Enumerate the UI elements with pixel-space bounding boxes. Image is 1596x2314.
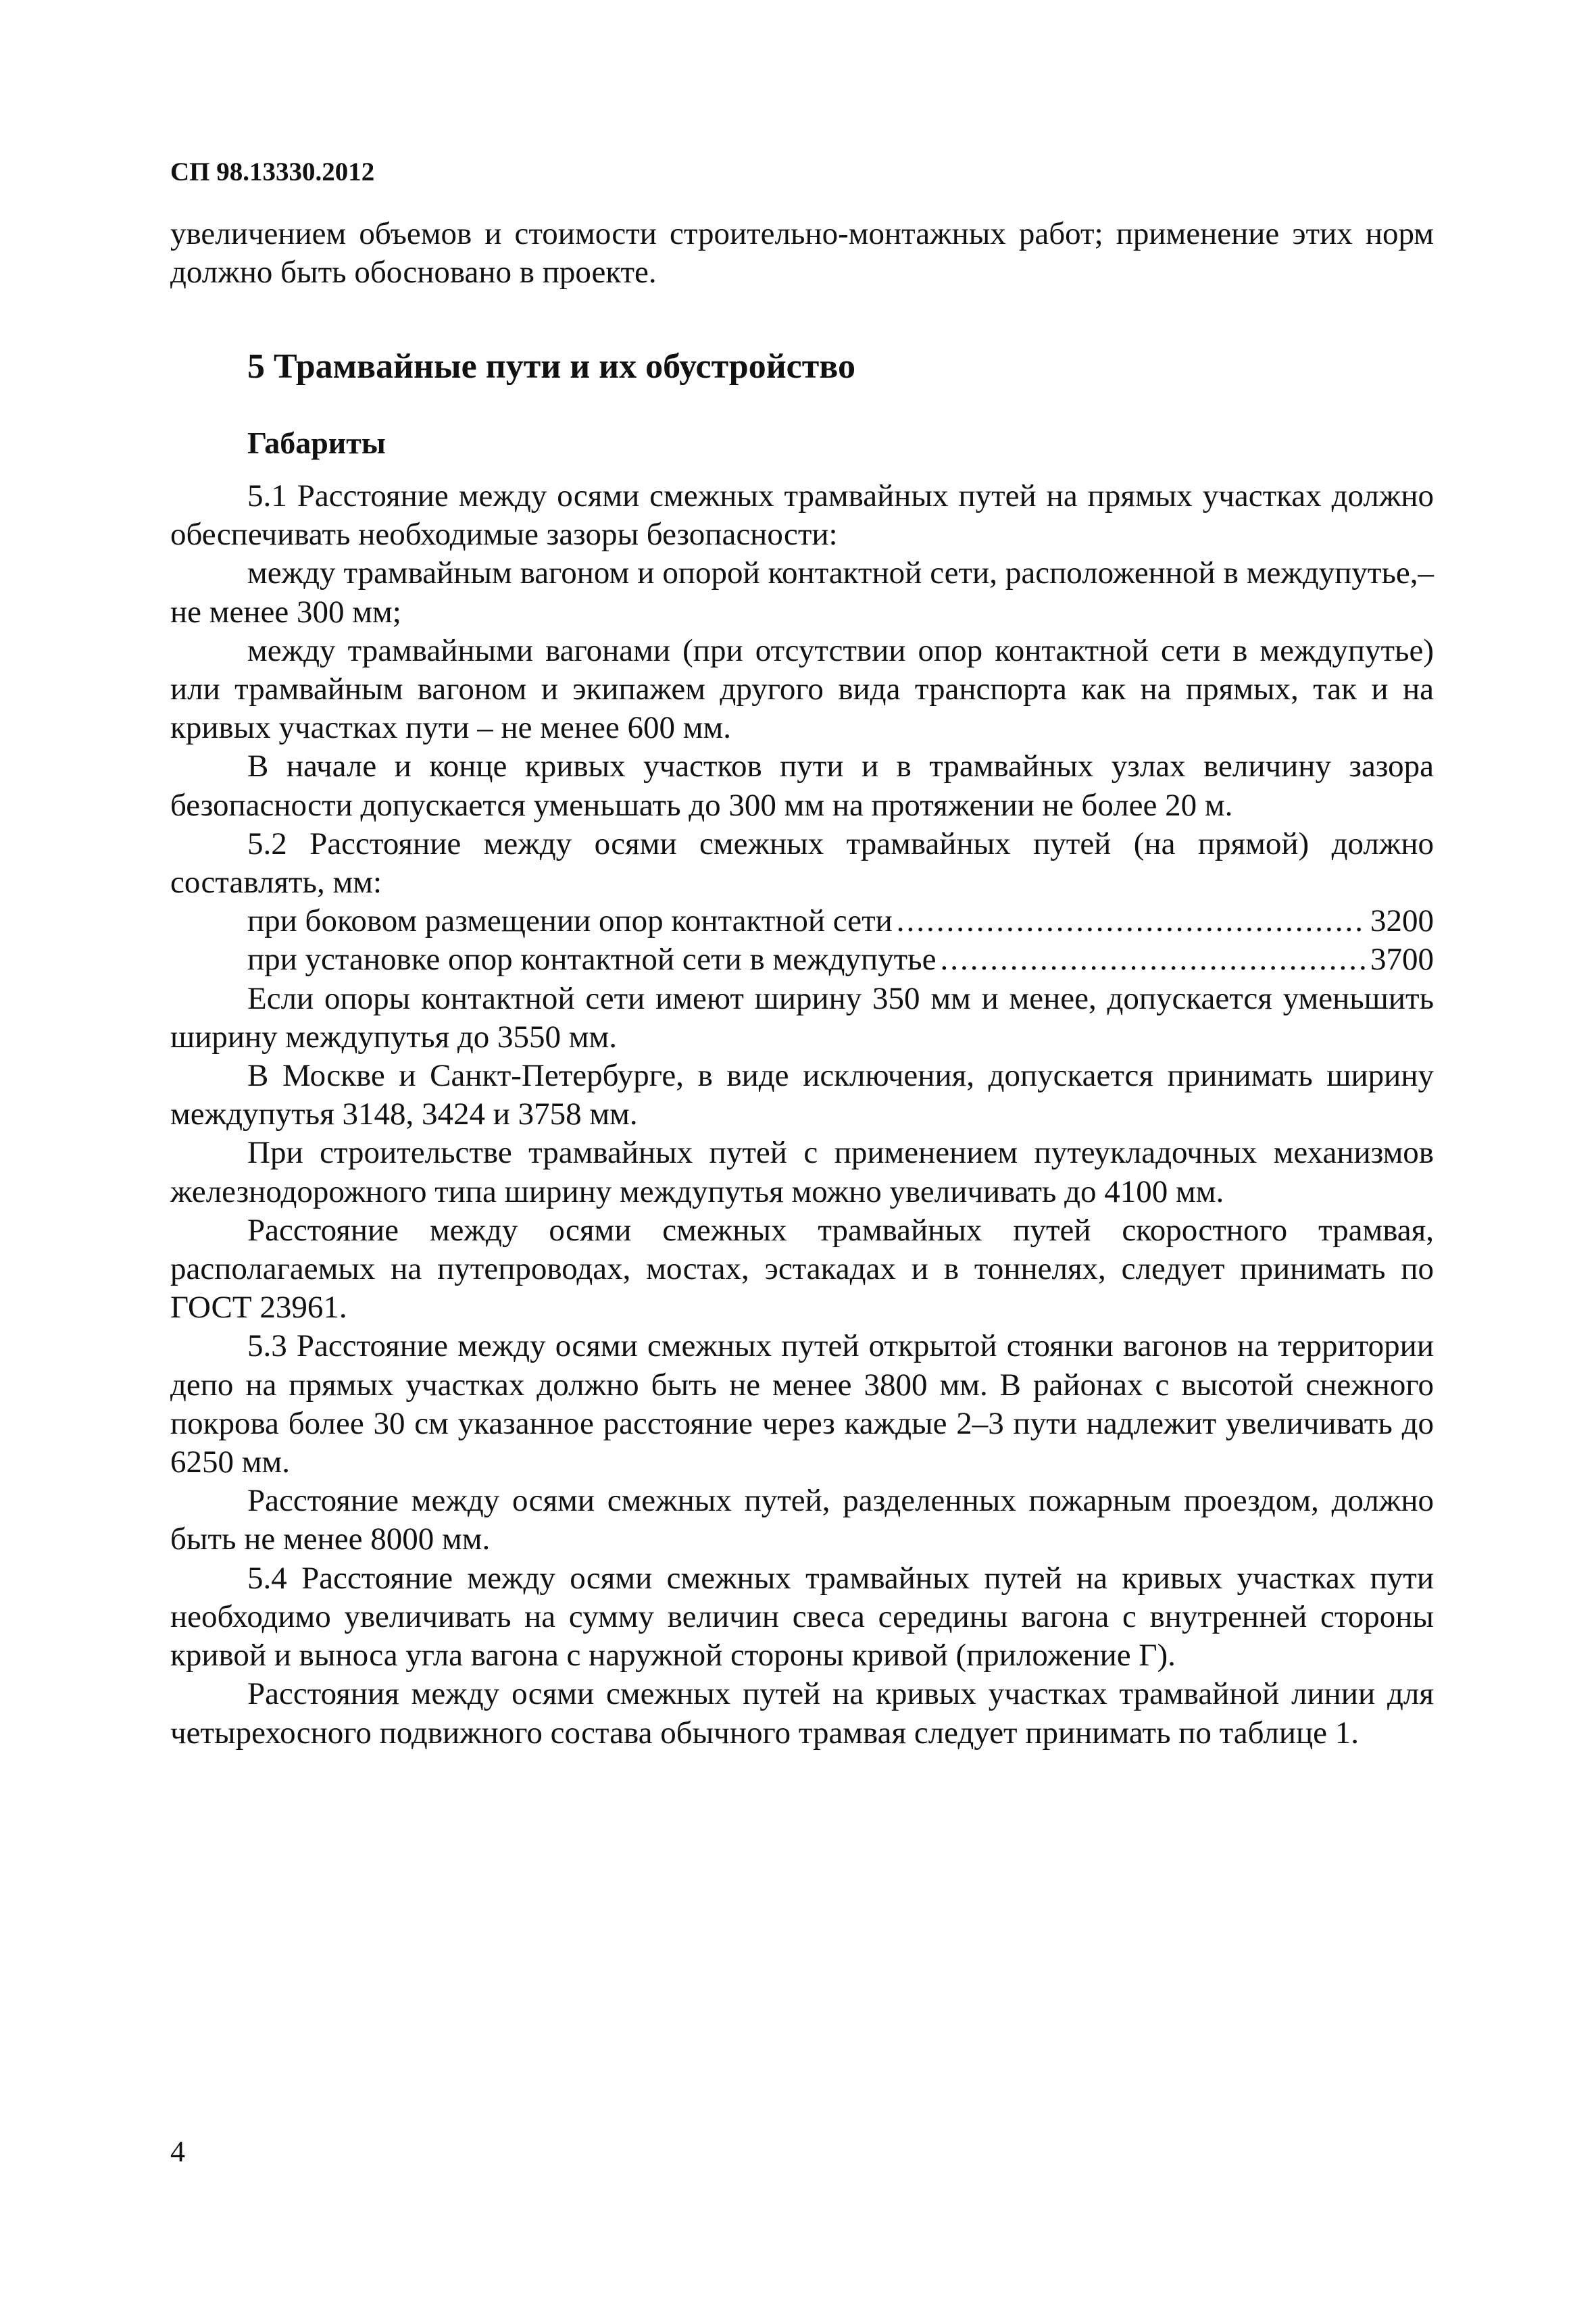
distance-row-center-supports	[170, 940, 1434, 979]
distance-row-label: при боковом размещении опор контактной сети	[247, 903, 893, 939]
distance-row-side-supports	[170, 902, 1434, 940]
paragraph-5-3-b: Расстояние между осями смежных путей, разделенных пожарным проездом, должно быть не менее 8000 мм.	[170, 1483, 1434, 1557]
distance-row-value: 3700	[1370, 942, 1434, 978]
dot-leader	[897, 902, 1366, 940]
paragraph-5-2-intro: 5.2 Расстояние между осями смежных трамвайных путей (на прямой) должно составлять, мм:	[170, 826, 1434, 901]
paragraph-5-1-item-a: между трамвайным вагоном и опорой контактной сети, расположенной в междупутье,– не менее 300 мм;	[170, 555, 1434, 630]
paragraph-5-2-b: В Москве и Санкт-Петербурге, в виде исключения, допускается принимать ширину междупутья 3148, 3424 и 3758 мм.	[170, 1058, 1434, 1132]
paragraph-5-3-a: 5.3 Расстояние между осями смежных путей открытой стоянки вагонов на территории депо на прямых участках должно быть не менее 3800 мм. В районах с высотой снежного покрова более 30 см указанное расстояние через каждые 2–3 пути надлежит увеличивать до 6250 мм.	[170, 1328, 1434, 1480]
paragraph-5-1-item-b: между трамвайными вагонами (при отсутствии опор контактной сети в междупутье) или трамвайным вагоном и экипажем другого вида транспорта как на прямых, так и на кривых участках пути – не менее 600 мм.	[170, 632, 1434, 746]
distance-row-value: 3200	[1370, 903, 1434, 939]
paragraph-5-2-d: Расстояние между осями смежных трамвайных путей скоростного трамвая, располагаемых на путепроводах, мостах, эстакадах и в тоннелях, следует принимать по ГОСТ 23961.	[170, 1212, 1434, 1326]
page-number: 4	[170, 2135, 185, 2168]
section-title: 5 Трамвайные пути и их обустройство	[247, 347, 856, 386]
document-code-header: СП 98.13330.2012	[170, 157, 375, 186]
main-body	[170, 477, 1434, 1753]
distance-row-label: при установке опор контактной сети в междупутье	[247, 942, 937, 978]
paragraph-5-2-a: Если опоры контактной сети имеют ширину 350 мм и менее, допускается уменьшить ширину междупутья до 3550 мм.	[170, 980, 1434, 1055]
paragraph-5-4-a: 5.4 Расстояние между осями смежных трамвайных путей на кривых участках пути необходимо увеличивать на сумму величин свеса середины вагона с внутренней стороны кривой и выноса угла вагона с наружной стороны кривой (приложение Г).	[170, 1560, 1434, 1674]
dot-leader	[940, 940, 1366, 979]
intro-block	[170, 215, 1434, 292]
paragraph-5-4-b: Расстояния между осями смежных путей на кривых участках трамвайной линии для четырехосного подвижного состава обычного трамвая следует принимать по таблице 1.	[170, 1676, 1434, 1751]
intro-continuation-paragraph: увеличением объемов и стоимости строительно-монтажных работ; применение этих норм должно быть обосновано в проекте.	[170, 216, 1434, 291]
paragraph-5-2-c: При строительстве трамвайных путей с применением путеукладочных механизмов железнодорожного типа ширину междупутья можно увеличивать до 4100 мм.	[170, 1135, 1434, 1209]
paragraph-5-1-note: В начале и конце кривых участков пути и в трамвайных узлах величину зазора безопасности допускается уменьшать до 300 мм на протяжении не более 20 м.	[170, 749, 1434, 823]
paragraph-5-1-intro: 5.1 Расстояние между осями смежных трамвайных путей на прямых участках должно обеспечивать необходимые зазоры безопасности:	[170, 478, 1434, 553]
section-subtitle: Габариты	[247, 426, 386, 460]
